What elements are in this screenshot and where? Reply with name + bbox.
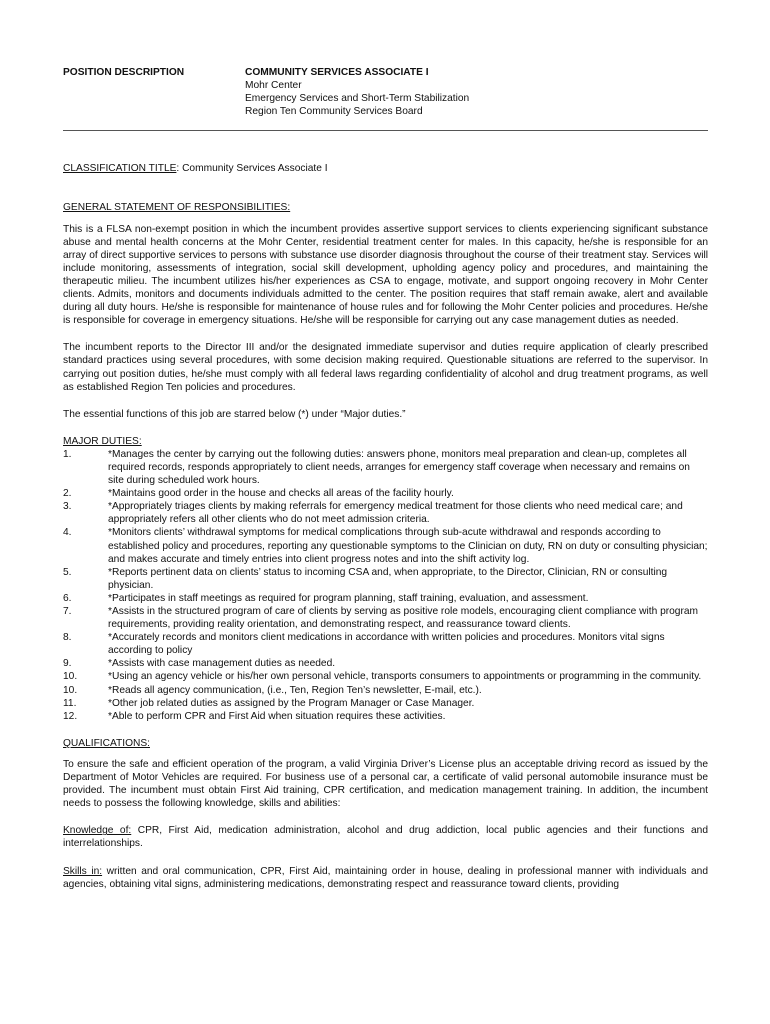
- position-description-label: POSITION DESCRIPTION: [63, 67, 185, 78]
- duty-text: *Assists in the structured program of care of clients by serving as positive role models, encouraging client compliance with program requirements, providing reality orientation, and demonstrating respect, and reassurance toward clients.: [108, 606, 699, 631]
- duty-number: 12.: [63, 710, 78, 722]
- duty-item: [63, 500, 708, 526]
- duty-number: 7.: [63, 606, 72, 617]
- duty-item: [63, 657, 708, 670]
- position-title: COMMUNITY SERVICES ASSOCIATE I: [245, 67, 429, 78]
- duty-item: [63, 684, 708, 697]
- duty-number: 6.: [63, 592, 72, 604]
- header-line-center: Mohr Center: [245, 80, 302, 92]
- document-header: [63, 66, 708, 118]
- duty-text: *Able to perform CPR and First Aid when situation requires these activities.: [108, 710, 446, 722]
- duty-number: 9.: [63, 658, 72, 670]
- skills-in: [63, 865, 708, 891]
- major-duties-list: [63, 448, 708, 723]
- duty-text: *Reads all agency communication, (i.e., Ten, Region Ten’s newsletter, E-mail, etc.).: [108, 684, 482, 696]
- general-paragraph-2: The incumbent reports to the Director III and/or the designated immediate supervisor and duties require application of clearly prescribed standard practices using several procedures, with some decision making required. Questionable situations are referred to the supervisor. In carrying out position duties, he/she must comply with all federal laws regarding confidentiality of alcohol and drug treatment programs, as well as established Region Ten policies and procedures.: [63, 342, 708, 393]
- duty-text: *Other job related duties as assigned by the Program Manager or Case Manager.: [108, 697, 475, 709]
- duty-item: [63, 592, 708, 605]
- duty-number: 4.: [63, 527, 72, 539]
- duty-number: 10.: [63, 684, 78, 696]
- header-divider: [63, 130, 708, 131]
- duty-text: *Reports pertinent data on clients’ status to incoming CSA and, when appropriate, to the Director, Clinician, RN or consulting physician.: [108, 566, 668, 591]
- general-paragraph-1: This is a FLSA non-exempt position in which the incumbent provides assertive support services to clients experiencing significant substance abuse and mental health concerns at the Mohr Center, residential treatment center for males. In this capacity, he/she is responsible for an array of direct supportive services to persons with substance use disorder diagnosis throughout the course of their treatment stay. Services will include monitoring, assessments of integration, social skill development, upholding agency policy and procedures, and maintaining the therapeutic milieu. The incumbent utilizes his/her experiences as CSA to engage, motivate, and support ongoing recovery in Mohr Center clients. Admits, monitors and documents individuals admitted to the center. The position requires that staff remain awake, alert and available during all duty hours. He/she is responsible for maintenance of house rules and for following the Mohr Center policies and procedures. He/she is responsible for coverage in emergency situations. He/she will be responsible for carrying out any case management duties as needed.: [63, 223, 708, 327]
- duty-text: *Using an agency vehicle or his/her own personal vehicle, transports consumers to appointments or programming in the community.: [108, 671, 702, 683]
- qualifications-heading: QUALIFICATIONS:: [63, 737, 150, 749]
- knowledge-text: CPR, First Aid, medication administration, alcohol and drug addiction, local public agencies and their functions and interrelationships.: [63, 825, 708, 850]
- duty-number: 2.: [63, 488, 72, 500]
- duty-item: [63, 487, 708, 500]
- duty-item: [63, 566, 708, 592]
- duty-item: [63, 526, 708, 565]
- duty-item: [63, 697, 708, 710]
- duty-number: 1.: [63, 448, 72, 460]
- duty-text: *Assists with case management duties as needed.: [108, 658, 336, 670]
- major-duties-heading: MAJOR DUTIES:: [63, 435, 142, 447]
- classification-value: : Community Services Associate I: [176, 163, 328, 175]
- classification-label: CLASSIFICATION TITLE: [63, 163, 177, 175]
- general-statement-heading: GENERAL STATEMENT OF RESPONSIBILITIES:: [63, 202, 291, 214]
- duty-item: [63, 605, 708, 631]
- duty-number: 8.: [63, 632, 72, 644]
- qualifications-paragraph: To ensure the safe and efficient operation of the program, a valid Virginia Driver’s License plus an acceptable driving record as issued by the Department of Motor Vehicles are required. For business use of a personal car, a certificate of valid personal automobile insurance must be provided. The incumbent must obtain First Aid training, CPR certification, and medication management training. In addition, the incumbent needs to possess the following knowledge, skills and abilities:: [63, 758, 708, 810]
- document-page: [63, 66, 708, 891]
- duty-text: *Participates in staff meetings as required for program planning, staff training, evaluation, and assessment.: [108, 592, 589, 604]
- duty-text: *Monitors clients’ withdrawal symptoms for medical complications through sub-acute withdrawal and responds according to established policy and procedures, reporting any questionable symptoms to the Clinician on duty, RN on duty or consulting physician; and makes accurate and timely entries into client progress notes and into the shift activity log.: [108, 527, 708, 565]
- duty-text: *Manages the center by carrying out the following duties: answers phone, monitors meal preparation and clean-up, completes all required records, responds appropriately to client needs, arranges for emergency staff coverage when necessary and remains on site during scheduled work hours.: [108, 448, 690, 487]
- header-details: [245, 66, 469, 118]
- duty-item: [63, 448, 708, 487]
- duty-number: 3.: [63, 501, 72, 513]
- duty-text: *Maintains good order in the house and checks all areas of the facility hourly.: [108, 488, 454, 500]
- duty-item: [63, 710, 708, 723]
- duty-number: 5.: [63, 566, 72, 578]
- duty-number: 10.: [63, 671, 78, 683]
- skills-text: written and oral communication, CPR, First Aid, maintaining order in house, dealing in professional manner with individuals and agencies, obtaining vital signs, administering medications, demonstrating respect and reassurance toward clients, providing: [63, 865, 708, 890]
- header-line-program: Emergency Services and Short-Term Stabilization: [245, 93, 470, 105]
- duty-text: *Appropriately triages clients by making referrals for emergency medical treatment for those clients who need medical care; and appropriately refers all other clients who do not meet admission criteria.: [108, 501, 683, 526]
- skills-label: Skills in:: [63, 865, 103, 877]
- knowledge-of: [63, 824, 708, 850]
- header-line-board: Region Ten Community Services Board: [245, 106, 423, 118]
- duty-item: [63, 631, 708, 657]
- classification-title: [63, 162, 708, 175]
- knowledge-label: Knowledge of:: [63, 825, 132, 837]
- duty-number: 11.: [63, 697, 77, 709]
- duty-item: [63, 670, 708, 683]
- essential-functions-note: The essential functions of this job are starred below (*) under “Major duties.”: [63, 408, 406, 420]
- duty-text: *Accurately records and monitors client medications in accordance with written policies and procedures. Monitors vital signs according to policy: [108, 632, 665, 657]
